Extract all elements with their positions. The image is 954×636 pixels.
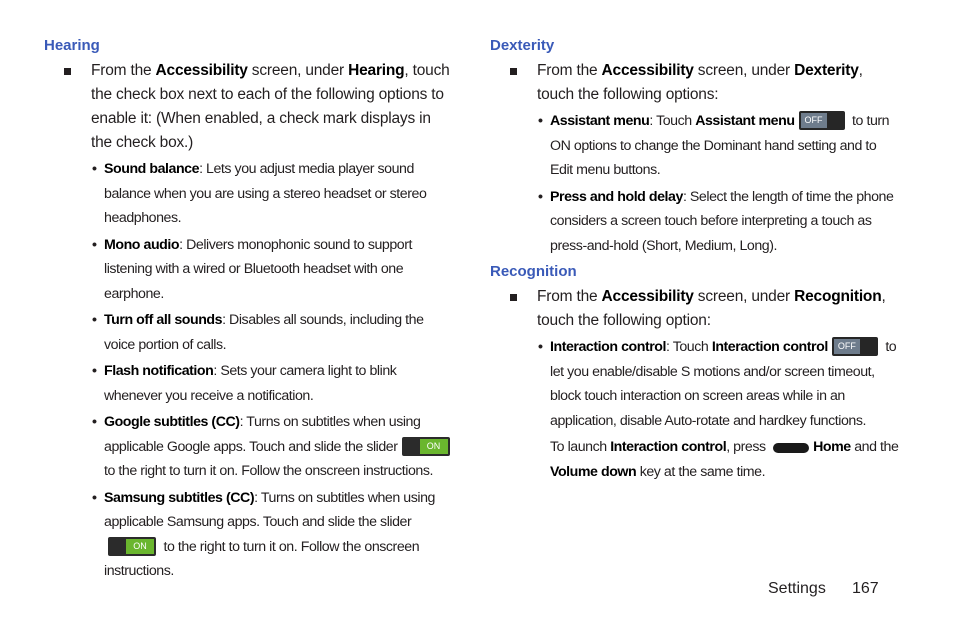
recognition-intro: From the Accessibility screen, under Recognition, touch the following option: <box>490 285 900 333</box>
bullet-icon: • <box>92 489 97 506</box>
section-heading-recognition: Recognition <box>490 263 577 280</box>
left-column <box>44 36 454 586</box>
toggle-off-icon: OFF <box>832 337 878 356</box>
bullet-icon: • <box>538 339 543 355</box>
toggle-on-icon: ON <box>402 437 450 456</box>
bullet-icon: • <box>92 236 97 253</box>
hearing-intro: From the Accessibility screen, under Hearing, touch the check box next to each of the following options to enable it: (When enabled, a check mark displays in the check box.) <box>44 59 454 155</box>
list-item: • Assistant menu: Touch Assistant menu OFF to turn ON options to change the Dominant hand setting and to Edit menu buttons. <box>490 109 900 183</box>
list-item: • Turn off all sounds: Disables all sounds, including the voice portion of calls. <box>44 308 454 357</box>
list-item: • Sound balance: Lets you adjust media player sound balance when you are using a stereo headset or stereo headphones. <box>44 157 454 231</box>
section-heading-hearing: Hearing <box>44 37 100 54</box>
toggle-on-icon: ON <box>108 537 156 556</box>
list-item: • Interaction control: Touch Interaction control OFF to let you enable/disable S motions and/or screen timeout, block touch interaction on screen areas while in an application, disable Auto-rotate and hardkey functions. <box>490 335 900 433</box>
list-item: • Press and hold delay: Select the length of time the phone considers a screen touch before interpreting a touch as press-and-hold (Short, Medium, Long). <box>490 185 900 259</box>
dexterity-intro: From the Accessibility screen, under Dexterity, touch the following options: <box>490 59 900 107</box>
footer-section-label: Settings <box>768 580 826 597</box>
section-heading-dexterity: Dexterity <box>490 37 555 54</box>
bullet-icon: • <box>92 161 97 177</box>
launch-instruction: To launch Interaction control, press Home and the Volume down key at the same time. <box>550 439 899 480</box>
toggle-off-icon: OFF <box>799 111 845 130</box>
right-column <box>490 36 900 486</box>
list-item: • Flash notification: Sets your camera light to blink whenever you receive a notification. <box>44 359 454 408</box>
square-bullet-icon <box>510 294 517 301</box>
home-key-icon <box>773 443 809 453</box>
page-number: 167 <box>852 580 879 597</box>
bullet-icon: • <box>538 113 543 129</box>
bullet-icon: • <box>92 414 97 430</box>
list-item: • Google subtitles (CC): Turns on subtitles when using applicable Google apps. Touch and slide the slider ON to the right to turn it on. Follow the onscreen instructions. <box>44 410 454 484</box>
bullet-icon: • <box>92 312 97 328</box>
bullet-icon: • <box>92 363 97 379</box>
list-item: • Samsung subtitles (CC): Turns on subtitles when using applicable Samsung apps. Touch and slide the slider ON to the right to turn it on. Follow the onscreen instructions. <box>44 486 454 584</box>
bullet-icon: • <box>538 188 543 205</box>
square-bullet-icon <box>510 68 517 75</box>
list-item: • Mono audio: Delivers monophonic sound to support listening with a wired or Bluetooth headset with one earphone. <box>44 233 454 307</box>
square-bullet-icon <box>64 68 71 75</box>
